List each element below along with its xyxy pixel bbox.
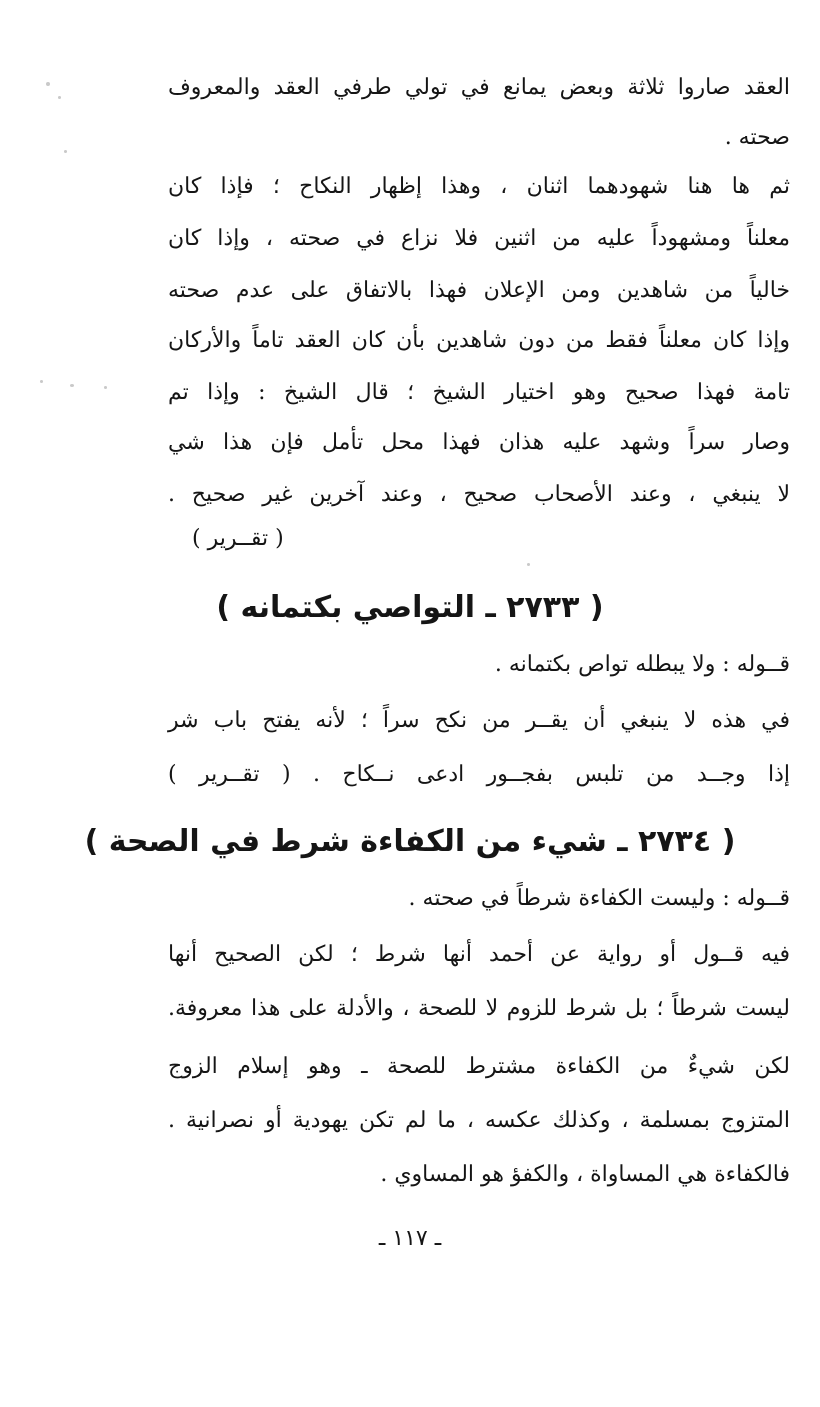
- scan-speck: [527, 563, 530, 566]
- text-line: في هذه لا ينبغي أن يقــر من نكح سراً ؛ لأنه يفتح باب شر: [168, 708, 790, 733]
- text-line: وصار سراً وشهد عليه هذان فهذا محل تأمل فإن هذا شي: [168, 430, 790, 455]
- text-line: ثم ها هنا شهودهما اثنان ، وهذا إظهار النكاح ؛ فإذا كان: [168, 174, 790, 199]
- text-line: إذا وجــد من تلبس بفجــور ادعى نــكاح . ( تقــرير ): [168, 762, 790, 787]
- scan-speck: [40, 380, 43, 383]
- scan-speck: [104, 386, 107, 389]
- text-line: تامة فهذا صحيح وهو اختيار الشيخ ؛ قال الشيخ : وإذا تم: [168, 380, 790, 405]
- text-line: لكن شيءٌ من الكفاءة مشترط للصحة ـ وهو إسلام الزوج: [168, 1054, 790, 1079]
- text-line: وإذا كان معلناً فقط من دون شاهدين بأن كان العقد تاماً والأركان: [168, 328, 790, 353]
- quoted-text: قــوله : ولا يبطله تواص بكتمانه .: [494, 652, 790, 677]
- text-line: العقد صاروا ثلاثة وبعض يمانع في تولي طرفي العقد والمعروف: [168, 75, 790, 100]
- scan-speck: [70, 384, 74, 387]
- scan-speck: [58, 96, 61, 99]
- text-line: لا ينبغي ، وعند الأصحاب صحيح ، وعند آخرين غير صحيح .: [168, 482, 790, 507]
- scan-speck: [46, 82, 50, 86]
- scan-speck: [64, 150, 67, 153]
- source-note: ( تقــرير ): [192, 526, 284, 551]
- page-number: ـ ١١٧ ـ: [378, 1226, 442, 1251]
- text-line: صحته .: [724, 125, 790, 150]
- text-line: معلناً ومشهوداً عليه من اثنين فلا نزاع في صحته ، وإذا كان: [168, 226, 790, 251]
- text-line: ليست شرطاً ؛ بل شرط للزوم لا للصحة ، والأدلة على هذا معروفة.: [168, 996, 790, 1021]
- section-heading-2733: ( ٢٧٣٣ ـ التواصي بكتمانه ): [216, 590, 604, 625]
- section-heading-2734: ( ٢٧٣٤ ـ شيء من الكفاءة شرط في الصحة ): [84, 824, 736, 859]
- quoted-text: قــوله : وليست الكفاءة شرطاً في صحته .: [408, 886, 790, 911]
- text-line: خالياً من شاهدين ومن الإعلان فهذا بالاتفاق على عدم صحته: [168, 278, 790, 303]
- text-line: فيه قــول أو رواية عن أحمد أنها شرط ؛ لكن الصحيح أنها: [168, 942, 790, 967]
- text-line: المتزوج بمسلمة ، وكذلك عكسه ، ما لم تكن يهودية أو نصرانية .: [168, 1108, 790, 1133]
- text-line: فالكفاءة هي المساواة ، والكفؤ هو المساوي .: [380, 1162, 790, 1187]
